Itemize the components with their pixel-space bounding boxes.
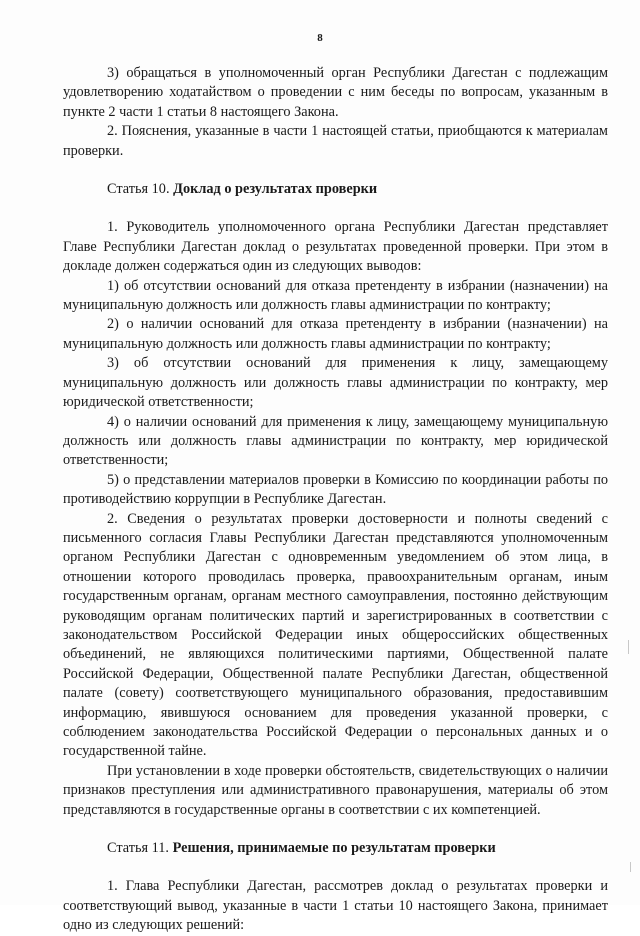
article-11-title: Решения, принимаемые по результатам проверки [172, 840, 496, 857]
paragraph-art9-item3: 3) обращаться в уполномоченный орган Республики Дагестан с подлежащим удовлетворению ходатайством о проведении с ним беседы по вопросам, указанным в пункте 2 части 1 статьи 8 настоящего Закона. [63, 65, 608, 120]
paragraph-art10-item5: 5) о представлении материалов проверки в Комиссию по координации работы по противодействию коррупции в Республике Дагестан. [63, 471, 608, 508]
article-11-number: Статья 11. [107, 840, 170, 857]
article-10-title: Доклад о результатах проверки [173, 181, 378, 198]
article-10-heading [63, 180, 608, 199]
scan-edge-mark [628, 640, 629, 654]
paragraph-art10-part2: 2. Сведения о результатах проверки достоверности и полноты сведений с письменного согласия Главы Республики Дагестан представляются уполномоченным органом Республики Дагестан с одновременным уведомлением об этом лица, в отношении которого проводилась проверка, правоохранительным органам, иным государственным органам, органам местного самоуправления, постоянно действующим руководящим органам политических партий и зарегистрированных в соответствии с законодательством Российской Федерации иных общероссийских общественных объединений, не являющихся политическими партиями, Общественной палате Российской Федерации, Общественной палате Республики Дагестан, общественной палате (совету) соответствующего муниципального образования, предоставившим информацию, явившуюся основанием для проведения указанной проверки, с соблюдением законодательства Российской Федерации о персональных данных и о государственной тайне. [63, 510, 608, 760]
paragraph-art10-part1: 1. Руководитель уполномоченного органа Республики Дагестан представляет Главе Республики Дагестан доклад о результатах проведенной проверки. При этом в докладе должен содержаться один из следующих выводов: [63, 219, 608, 275]
document-body [63, 64, 608, 936]
article-11-heading [63, 839, 608, 858]
paragraph-art11-part1: 1. Глава Республики Дагестан, рассмотрев доклад о результатах проверки и соответствующий вывод, указанные в части 1 статьи 10 настоящего Закона, принимает одно из следующих решений: [63, 878, 608, 934]
article-10-number: Статья 10. [107, 181, 170, 198]
paragraph-art10-item1: 1) об отсутствии оснований для отказа претенденту в избрании (назначении) на муниципальную должность или должность главы администрации по контракту; [63, 277, 608, 314]
page-number: 8 [317, 32, 323, 44]
scan-edge-mark [630, 862, 631, 872]
paragraph-art10-item3: 3) об отсутствии оснований для применения к лицу, замещающему муниципальную должность или должность главы администрации по контракту, мер юридической ответственности; [63, 355, 608, 411]
paragraph-art10-item4: 4) о наличии оснований для применения к лицу, замещающему муниципальную должность или должность главы администрации по контракту, мер юридической ответственности; [63, 413, 608, 469]
paragraph-art10-item2: 2) о наличии оснований для отказа претенденту в избрании (назначении) на муниципальную должность или должность главы администрации по контракту; [63, 316, 608, 352]
paragraph-art9-part2: 2. Пояснения, указанные в части 1 настоящей статьи, приобщаются к материалам проверки. [63, 123, 608, 159]
paragraph-art10-part2-addendum: При установлении в ходе проверки обстоятельств, свидетельствующих о наличии признаков преступления или административного правонарушения, материалы об этом представляются в государственные органы в соответствии с их компетенцией. [63, 762, 608, 818]
